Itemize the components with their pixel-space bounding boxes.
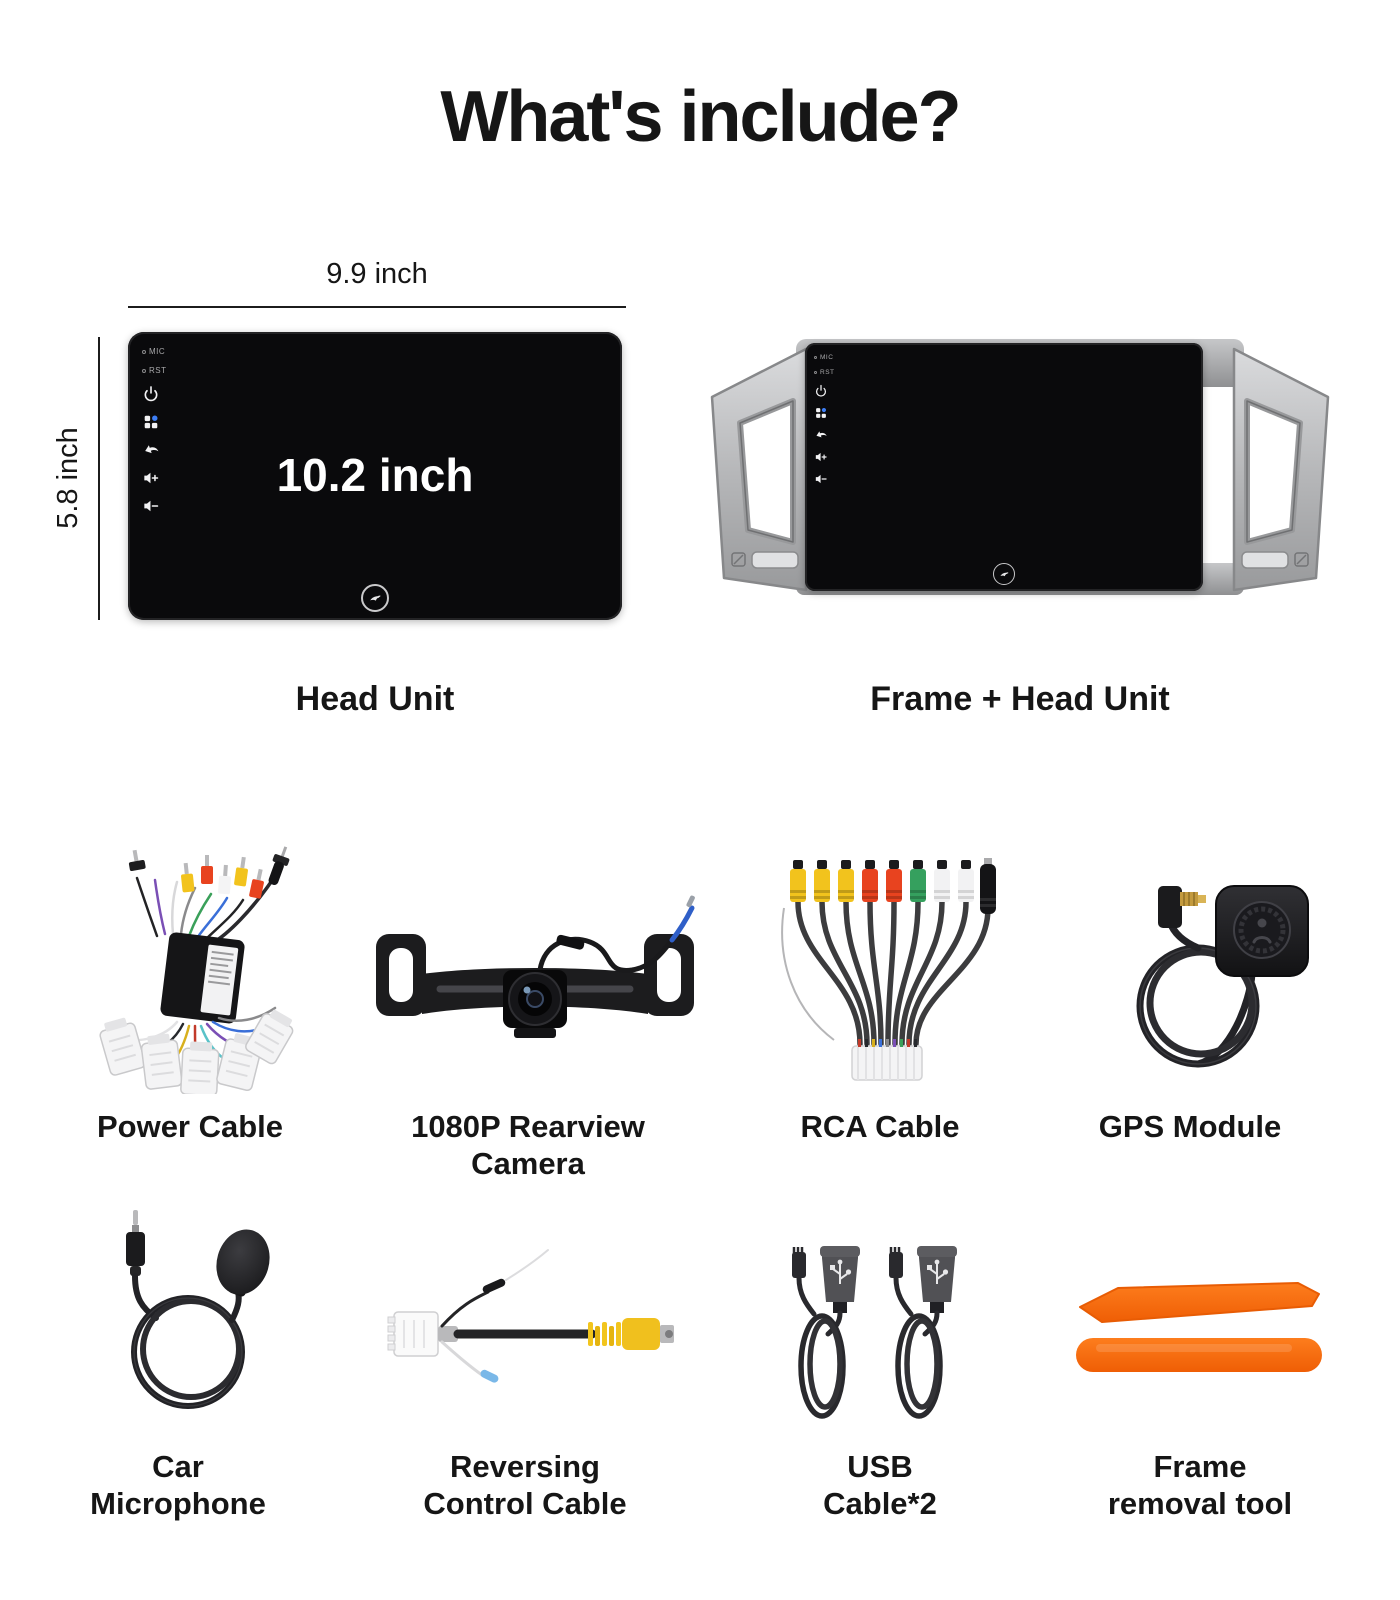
apps-grid-icon xyxy=(142,413,160,431)
usb-cable-illustration xyxy=(790,1210,980,1420)
rca-plug-tips xyxy=(127,844,294,899)
frame-right-wing xyxy=(1234,349,1328,590)
mic-led-icon xyxy=(142,350,146,354)
rst-text: RST xyxy=(149,366,167,375)
reversing-cable-illustration xyxy=(382,1242,678,1397)
power-cable-illustration xyxy=(85,836,320,1094)
mic-text: MIC xyxy=(149,347,166,356)
aux-barrel-plug xyxy=(980,858,996,914)
pry-tool-stick xyxy=(1076,1338,1322,1372)
bezel-rst-label xyxy=(814,369,835,376)
yellow-rca-female xyxy=(588,1318,674,1350)
back-arrow-icon xyxy=(814,428,828,442)
rearview-camera-illustration xyxy=(362,882,708,1066)
volume-up-icon xyxy=(814,450,828,464)
mic-cable-coil xyxy=(134,1276,242,1406)
height-dimension-line xyxy=(98,337,100,620)
head-unit-illustration xyxy=(128,332,622,620)
rca-cable-illustration xyxy=(776,850,1000,1088)
camera-lens xyxy=(503,970,567,1038)
frame-left-wing xyxy=(712,349,806,590)
power-icon xyxy=(142,385,160,403)
pin-connector xyxy=(388,1312,438,1356)
bezel-rst-label xyxy=(142,366,167,375)
power-icon xyxy=(814,384,828,398)
mic-text: MIC xyxy=(820,354,834,361)
apps-grid-icon xyxy=(814,406,828,420)
rst-led-icon xyxy=(814,371,817,374)
width-dimension-line xyxy=(128,306,626,308)
bezel-mic-label xyxy=(814,354,833,361)
head-unit-caption: Head Unit xyxy=(295,680,455,718)
framed-head-unit xyxy=(805,343,1203,591)
accessory-label: RCA Cable xyxy=(800,1109,960,1144)
gps-puck xyxy=(1216,886,1308,976)
head-unit-bezel xyxy=(814,354,835,486)
height-dimension-label: 5.8 inch xyxy=(52,427,84,529)
pry-tool-wedge xyxy=(1080,1283,1319,1322)
accessory-label: 1080P Rearview Camera xyxy=(411,1109,645,1181)
brand-logo-icon xyxy=(361,584,389,612)
bezel-mic-label xyxy=(142,347,165,356)
mic-led-icon xyxy=(814,356,817,359)
aux-jack xyxy=(126,1210,145,1276)
rst-text: RST xyxy=(820,369,835,376)
accessory-label: Power Cable xyxy=(96,1109,284,1144)
car-microphone-illustration xyxy=(82,1202,300,1420)
accessory-label: Frame removal tool xyxy=(1107,1449,1293,1521)
volume-down-icon xyxy=(814,472,828,486)
accessory-label: USB Cable*2 xyxy=(823,1449,937,1521)
screen-size-text: 10.2 inch xyxy=(276,449,474,501)
rst-led-icon xyxy=(142,369,146,373)
width-dimension-label: 9.9 inch xyxy=(326,258,428,290)
page-title: What's include? xyxy=(440,77,960,157)
multipin-connector xyxy=(852,1039,922,1080)
canbus-box xyxy=(160,932,246,1025)
accessory-label: Reversing Control Cable xyxy=(423,1449,627,1521)
usb-cable-2 xyxy=(889,1246,957,1416)
rca-leads xyxy=(798,902,988,1044)
branch-wires xyxy=(442,1250,548,1384)
usb-cable-1 xyxy=(792,1246,860,1416)
frame-head-unit-caption: Frame + Head Unit xyxy=(870,680,1170,718)
accessory-label: Car Microphone xyxy=(90,1449,266,1521)
frame-head-unit-illustration xyxy=(690,333,1350,618)
frame-removal-tool-illustration xyxy=(1060,1250,1338,1386)
brand-logo-icon xyxy=(993,563,1015,585)
sma-connector xyxy=(1158,886,1206,928)
mic-foam-head xyxy=(209,1223,277,1301)
accessory-label: GPS Module xyxy=(1098,1109,1282,1144)
gps-module-illustration xyxy=(1080,860,1315,1088)
